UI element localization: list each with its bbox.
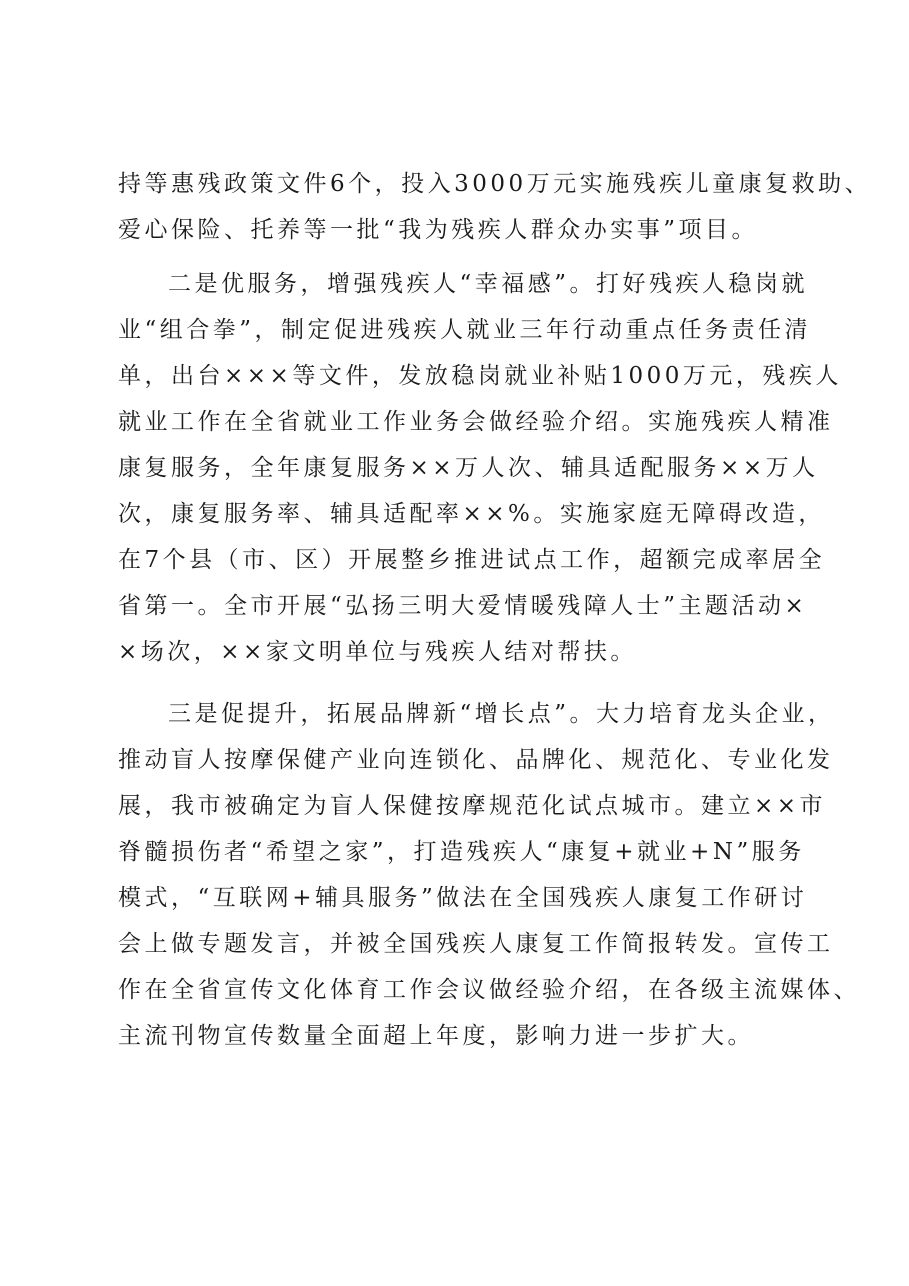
paragraph-3-start: 三是促提升，拓展品牌新“增长点”。大力培育龙头企业，: [168, 701, 835, 727]
text-line-13: 推动盲人按摩保健产业向连锁化、品牌化、规范化、专业化发: [118, 747, 834, 773]
text-line-2: 爱心保险、托养等一批“我为残疾人群众办实事”项目。: [118, 217, 759, 243]
text-line-17: 会上做专题发言，并被全国残疾人康复工作简报转发。宣传工: [118, 931, 834, 957]
text-line-18: 作在全省宣传文化体育工作会议做经验介绍，在各级主流媒体、: [118, 977, 860, 1003]
text-line-11: ×场次，××家文明单位与残疾人结对帮扶。: [118, 639, 637, 665]
text-line-6: 就业工作在全省就业工作业务会做经验介绍。实施残疾人精准: [118, 409, 834, 435]
text-line-15: 脊髓损伤者“希望之家”，打造残疾人“康复+就业+N”服务: [118, 839, 805, 865]
text-line-14: 展，我市被确定为盲人保健按摩规范化试点城市。建立××市: [118, 793, 827, 819]
text-line-16: 模式，“互联网+辅具服务”做法在全国残疾人康复工作研讨: [118, 885, 808, 911]
text-line-4: 业“组合拳”，制定促进残疾人就业三年行动重点任务责任清: [118, 317, 812, 343]
text-line-7: 康复服务，全年康复服务××万人次、辅具适配服务××万人: [118, 455, 819, 481]
text-line-10: 省第一。全市开展“弘扬三明大爱情暖残障人士”主题活动×: [118, 593, 808, 619]
text-line-19: 主流刊物宣传数量全面超上年度，影响力进一步扩大。: [118, 1023, 754, 1049]
text-line-8: 次，康复服务率、辅具适配率××%。实施家庭无障碍改造，: [118, 501, 825, 527]
text-line-9: 在7个县（市、区）开展整乡推进试点工作，超额完成率居全: [118, 547, 826, 573]
paragraph-2-start: 二是优服务，增强残疾人“幸福感”。打好残疾人稳岗就: [168, 271, 809, 297]
text-line-1: 持等惠残政策文件6个，投入3000万元实施残疾儿童康复救助、: [118, 171, 872, 197]
text-line-5: 单，出台×××等文件，发放稳岗就业补贴1000万元，残疾人: [118, 363, 842, 389]
